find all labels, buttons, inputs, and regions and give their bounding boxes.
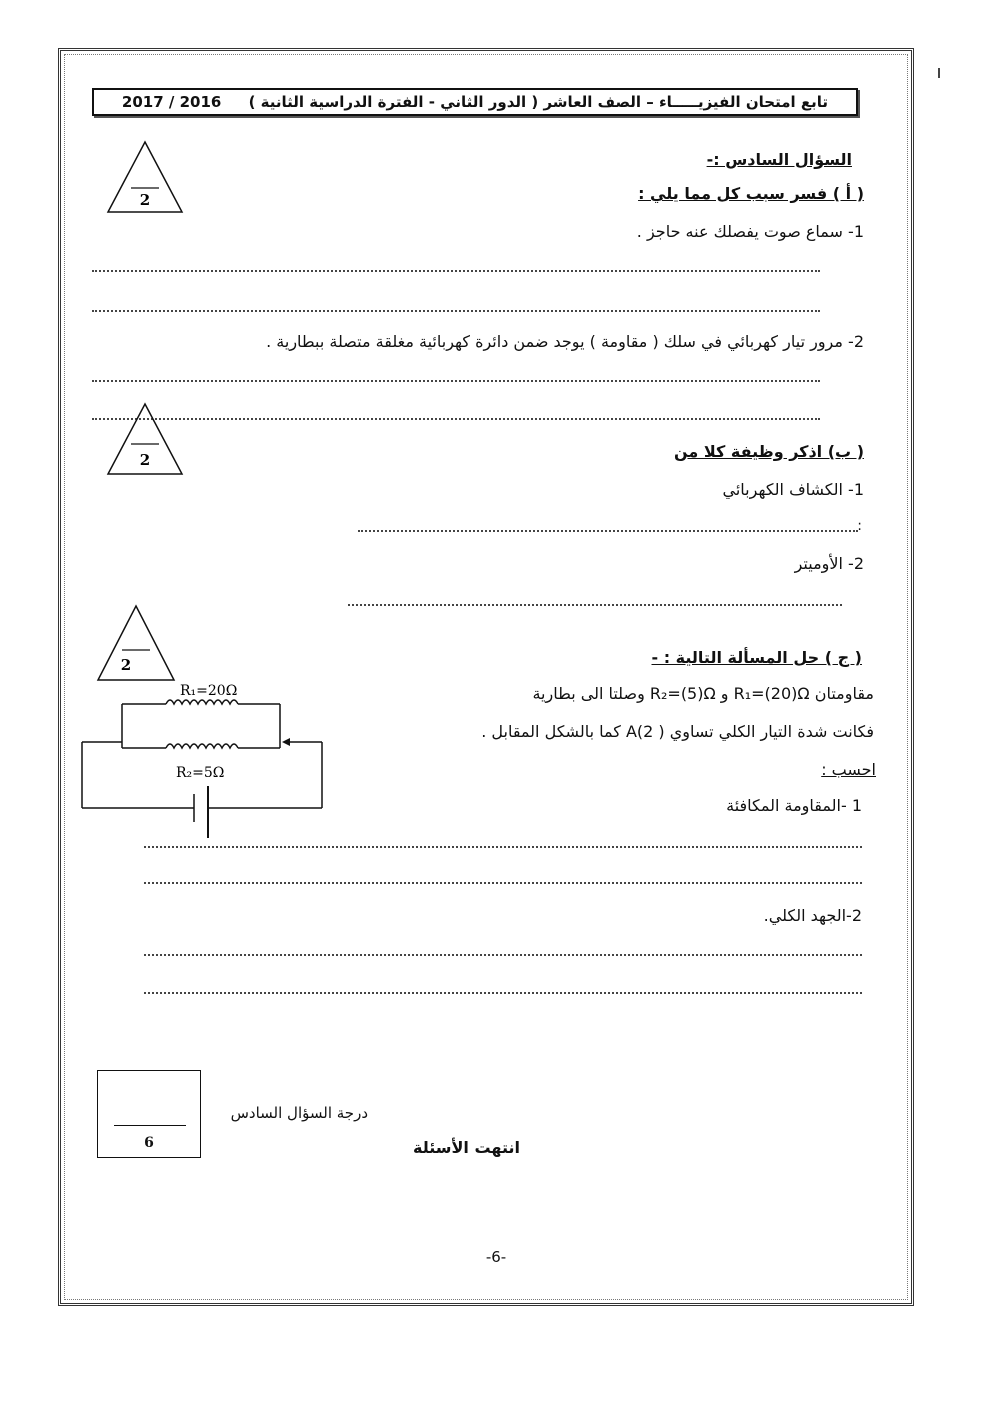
score-c: 2 — [120, 656, 132, 674]
part-a-heading: ( أ ) فسر سبب كل مما يلي : — [638, 184, 864, 203]
margin-mark — [938, 68, 940, 78]
r2-label: R₂=5Ω — [176, 765, 225, 781]
circuit-diagram — [70, 678, 340, 852]
answer-line — [92, 418, 820, 420]
part-c-calculate: احسب : — [821, 760, 876, 779]
header-title: تابع امتحان الفيزيـــــاء – الصف العاشر ( الدور الثاني - الفترة الدراسية الثانية ) — [248, 93, 828, 111]
answer-line — [144, 954, 862, 956]
end-text: انتهت الأسئلة — [413, 1138, 520, 1157]
r1-label: R₁=20Ω — [180, 683, 238, 699]
score-triangle-a — [106, 140, 184, 218]
part-b-item-1: 1- الكشاف الكهربائي — [722, 480, 864, 499]
answer-line — [92, 270, 820, 272]
score-b: 2 — [139, 451, 151, 469]
answer-line — [348, 604, 842, 606]
question-title: السؤال السادس :- — [706, 150, 852, 169]
answer-line — [144, 992, 862, 994]
page-number: -6- — [485, 1248, 507, 1266]
part-a-item-2: 2- مرور تيار كهربائي في سلك ( مقاومة ) يوجد ضمن دائرة كهربائية مغلقة متصلة ببطارية . — [266, 332, 864, 351]
answer-line — [144, 882, 862, 884]
question-total: 6 — [144, 1135, 154, 1151]
exam-header — [92, 88, 858, 116]
part-a-item-1: 1- سماع صوت يفصلك عنه حاجز . — [636, 222, 864, 241]
score-triangle-c — [96, 604, 176, 686]
part-c-item-2: 2-الجهد الكلي. — [763, 906, 862, 925]
part-c-statement-1: مقاومتان R₁=(20)Ω و R₂=(5)Ω وصلتا الى بطارية — [532, 684, 874, 703]
answer-line — [92, 380, 820, 382]
part-b-colon: : — [857, 518, 862, 534]
part-c-item-1: 1 -المقاومة المكافئة — [726, 796, 862, 815]
part-c-heading: ( ج ) حل المسألة التالية : - — [651, 648, 862, 667]
summary-label: درجة السؤال السادس — [230, 1104, 368, 1122]
score-a: 2 — [139, 191, 151, 209]
answer-line — [92, 310, 820, 312]
header-year: 2016 / 2017 — [121, 93, 222, 111]
question-total-box — [97, 1070, 201, 1158]
part-c-statement-2: فكانت شدة التيار الكلي تساوي A(2 ) كما بالشكل المقابل . — [481, 722, 874, 741]
part-b-item-2: 2- الأوميتر — [794, 554, 864, 573]
score-triangle-b — [106, 402, 184, 480]
part-b-heading: ( ب) اذكر وظيفة كلا من — [673, 442, 864, 461]
answer-line — [358, 530, 858, 532]
